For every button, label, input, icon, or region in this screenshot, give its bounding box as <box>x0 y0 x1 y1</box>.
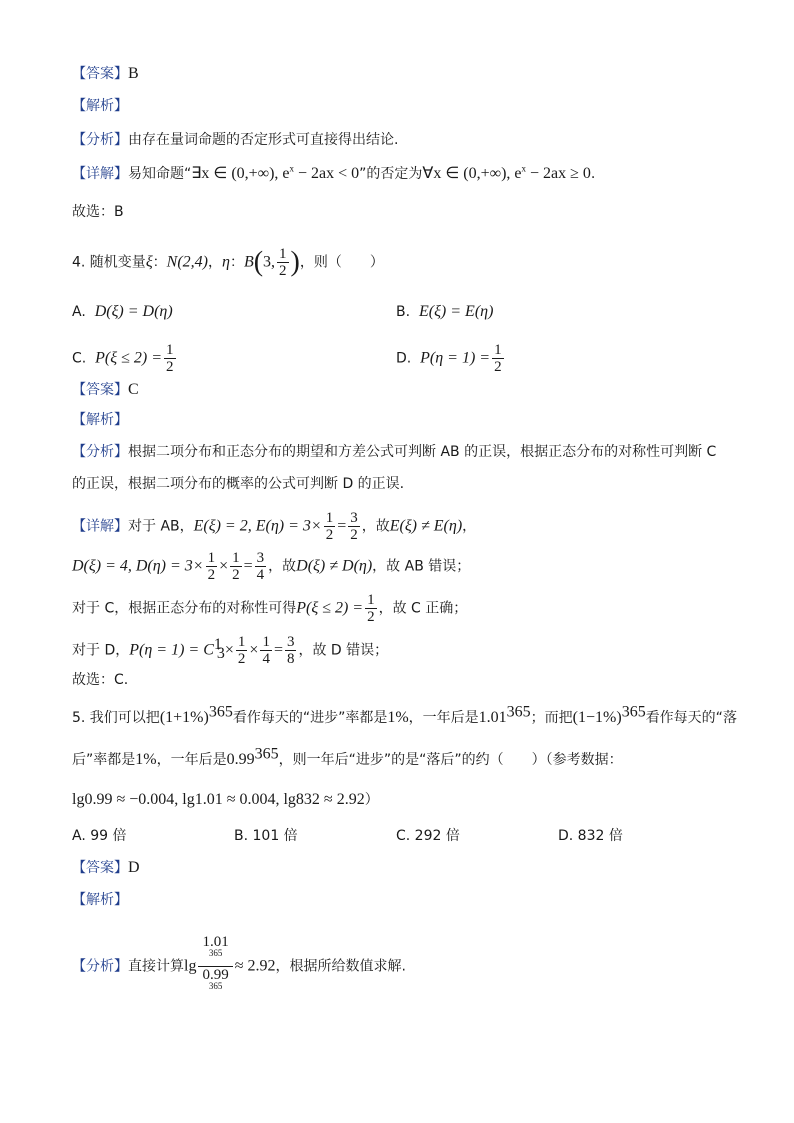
q4-option-a: A. D(ξ) = D(η) <box>72 303 173 320</box>
q4-analysis-head: 【解析】 <box>72 412 128 428</box>
q3-negation: ∀x ∈ (0,+∞), $e^x - 2ax \ge 0$ <box>422 163 591 182</box>
q3-fenxi-line <box>72 130 398 150</box>
q4-option-b: B. E(ξ) = E(η) <box>396 303 494 320</box>
q4-option-c: C. P(ξ ≤ 2) = $\frac{1}{2}$ <box>72 342 174 375</box>
q4-fenxi-line-2: 的正误，根据二项分布的概率的公式可判断 D 的正误. <box>72 476 405 492</box>
q4-detail-line-1: 【详解】对于 AB，E(ξ) = 2, E(η) = 3× $\frac{1}{2}$ = $\frac{3}{2}$ ，故E(ξ) ≠ E(η)， <box>72 510 477 543</box>
q4-answer-line: 【答案】C <box>72 381 139 398</box>
q5-analysis-head: 【解析】 <box>72 892 128 908</box>
q5-option-b: B. 101 倍 <box>234 828 298 844</box>
fenxi-tag: 【分析】 <box>72 132 128 148</box>
q5-ratio-fraction: 1.01 $^{365}$ 0.99 $^{365}$ <box>198 934 232 999</box>
q4-detail-line-4: 对于 D，$P(\eta = 1) = C^1_3\times$ $\frac{1}{2}$ × $\frac{1}{4}$ = $\frac{3}{8}$ ，故 D 错误； <box>72 634 389 667</box>
q4-detail-line-3: 对于 C，根据正态分布的对称性可得P(ξ ≤ 2) = $\frac{1}{2}$ ，故 C 正确； <box>72 592 468 625</box>
q3-detail-line: 【详解】易知命题“∃x ∈ (0,+∞), $e^x - 2ax < 0$”的否定为∀x ∈ (0,+∞), $e^x - 2ax \ge 0$. <box>72 163 596 182</box>
q4-option-d: D. P(η = 1) = $\frac{1}{2}$ <box>396 342 502 375</box>
q5-stem-line-3: lg0.99 ≈ −0.004, lg1.01 ≈ 0.004, lg832 ≈ 2.92） <box>72 791 379 808</box>
q4-fenxi-line-1: 【分析】根据二项分布和正态分布的期望和方差公式可判断 AB 的正误，根据正态分布的对称性可判断 C <box>72 444 717 460</box>
q5-option-c: C. 292 倍 <box>396 828 460 844</box>
fraction-half: $\frac{1}{2}$ <box>279 246 287 279</box>
q3-proposition: ∃x ∈ (0,+∞), $e^x - 2ax < 0$ <box>191 163 360 182</box>
q5-fenxi-line: 【分析】直接计算lg 1.01 $^{365}$ 0.99 $^{365}$ ≈ 2.92，根据所给数值求解. <box>72 934 406 999</box>
detail-tag: 【详解】 <box>72 166 128 182</box>
q3-answer: B <box>128 65 139 82</box>
q4-answer: C <box>128 381 139 398</box>
q5-stem-line-2: 后”率都是1%，一年后是0.99$^{365}$，则一年后“进步”的是“落后”的约（ ）（参考数据： <box>72 745 623 768</box>
q4-detail-line-2: D(ξ) = 4, D(η) = 3× $\frac{1}{2}$ × $\frac{1}{2}$ = $\frac{3}{4}$ ，故D(ξ) ≠ D(η)，故 AB 错误； <box>72 550 471 583</box>
q5-stem-line-1: 5. 我们可以把$(1+1\%)^{365}$看作每天的“进步”率都是1%，一年后是1.01$^{365}$；而把$(1-1\%)^{365}$看作每天的“落 <box>72 703 737 726</box>
q3-fenxi-text: 由存在量词命题的否定形式可直接得出结论. <box>128 132 399 148</box>
q5-answer-line: 【答案】D <box>72 859 140 876</box>
q5-option-d: D. 832 倍 <box>558 828 623 844</box>
q3-answer-line <box>72 64 139 84</box>
q5-option-a: A. 99 倍 <box>72 828 127 844</box>
q3-choice: 故选：B <box>72 204 124 220</box>
q4-stem: 4. 随机变量ξ：N(2,4)，η：B(3, $\frac{1}{2}$ )，则（ ） <box>72 246 384 279</box>
analysis-tag: 【解析】 <box>72 98 128 114</box>
answer-tag: 【答案】 <box>72 66 128 82</box>
q3-analysis-head <box>72 96 128 116</box>
q5-answer: D <box>128 859 140 876</box>
q4-choice: 故选：C. <box>72 672 129 688</box>
